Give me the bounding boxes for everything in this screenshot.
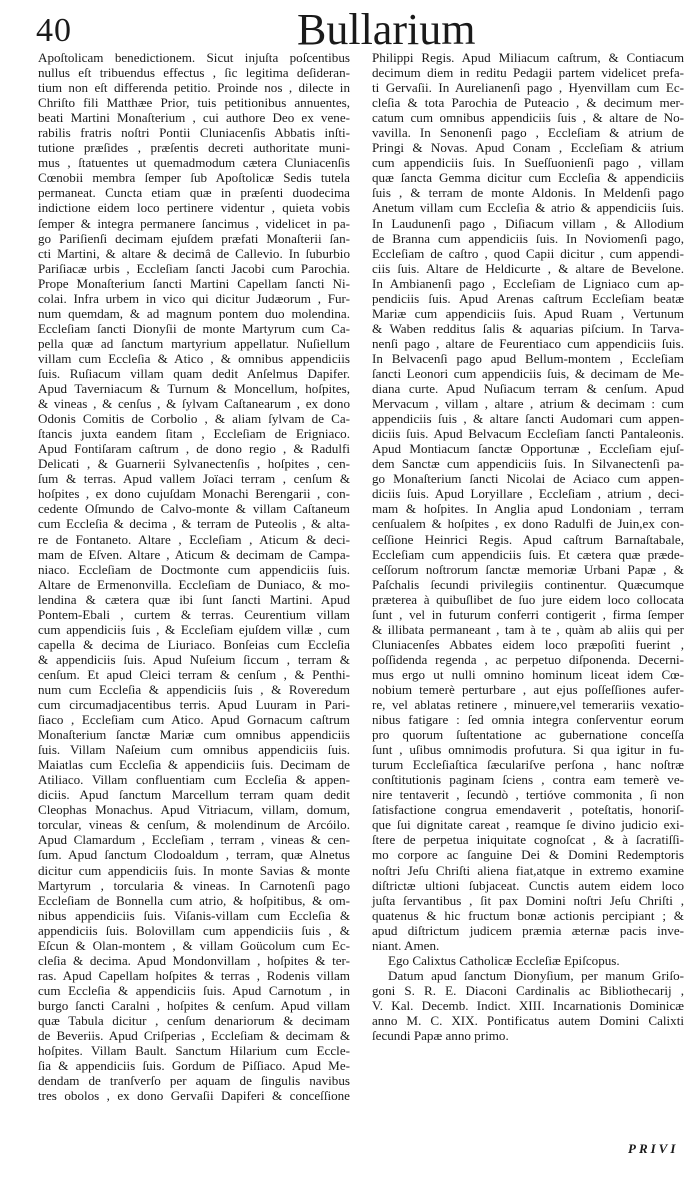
text-line: num cum Eccleſia & appendiciis ſuis , & Roveredum [38,681,350,697]
text-line: Apud Montiacum ſanctæ Opportunæ , Eccleſiam ejuſ- [372,441,684,457]
text-line: quatenus & hic fructum bonæ actionis percipiant ; & [372,907,684,923]
text-line: de Branna cum appendiciis ſuis. In Noviomenſi pago, [372,230,684,246]
dating-line: Datum apud ſanctum Dionyſium, per manum Griſo- [388,967,684,983]
text-line: Cœnobii membra ſemper ſub Apoſtolicæ Sedis tutela [38,170,350,186]
text-line: ceſſione Heinrici Regis. Apud caſtrum Barnaſtabale, [372,531,684,547]
text-line: diſtrictæ ultioni ſubjaceat. Cunctis autem eidem loco [372,877,684,893]
dating-line: goni S. R. E. Diaconi Cardinalis ac Bibliothecarij , [372,982,684,998]
text-line: quæ Tabula dicitur , cenſum denariorum & decimam [38,1013,350,1028]
text-line: Pariſiacæ urbis , Eccleſiam ſancti Jacobi cum Parochia. [38,260,350,276]
text-line: cum appendiciis ſuis , & Eccleſiam ejuſdem villæ , cum [38,621,350,637]
text-line: mus , ſtatuentes ut quemadmodum cætera Cluniacenſis [38,155,350,171]
text-line: re, vel ablatas retinere , minuere,vel temerariis vexatio- [372,697,684,713]
text-line: Apud Clamardum , Eccleſiam , terram , vineas & cen- [38,832,350,848]
text-line: Apud Fontiſaram caſtrum , de dono regio , & Radulfi [38,441,350,457]
text-line: permaneat. Cuncta etiam quæ in præſenti duodecima [38,185,350,201]
text-line: catum cum omnibus appendiciis ſuis , & altare de No- [372,110,684,126]
text-line: ſancti Leonori cum appendiciis ſuis, & decimam de Me- [372,365,684,381]
text-line: mam de Eſven. Altare , Aticum & decimam de Campa- [38,546,350,562]
text-line: diciis ſuis. Apud Loryillare , Eccleſiam , atrium , deci- [372,486,684,502]
text-line: Prope Monaſterium ſancti Martini Capellam ſancti Ni- [38,275,350,291]
text-line: nullus eſt tribuendus effectus , ſic legitima deſideran- [38,65,350,81]
text-line: cleſia & tota Parochia de Puteacio , & decimum mer- [372,95,684,111]
text-line: In Laudunenſi pago , Diſiacum villam , & Allodium [372,215,684,231]
text-line: ciis ſuis. Altare de Heldicurte , & altare de Bevelone. [372,260,684,276]
text-line: ceſſorum noſtrorum ſanctæ memoriæ Urbani Papæ , & [372,561,684,577]
text-line: go Monaſterium ſancti Nicolai de Aciaco cum appen- [372,471,684,487]
text-line: num quemdam, & ad magnum pontem duo molendina. [38,305,350,321]
text-line: Maiatlas cum Eccleſia & appendiciis ſuis. Decimam de [38,757,350,773]
text-line: ſemper & integra permanere ſancimus , videlicet in pa- [38,215,350,231]
text-line: ſuis. Villam Naſeium cum omnibus appendiciis ſuis. [38,742,350,758]
running-title: Bullarium [297,5,476,54]
text-line: capella & decima de Liuriaco. Bonſeias cum Eccleſia [38,636,350,652]
text-line: Delicati , & Guarnerii Sylvanectenſis , hoſpites , cen- [38,456,350,472]
text-line: Monaſterium ſanctæ Mariæ cum omnibus appendiciis [38,727,350,743]
text-line: diana curte. Apud Nuſiacum terram & cenſum. Apud [372,381,684,397]
text-line: Mariæ cum appendiciis ſuis. Apud Ruam , Vertunum [372,305,684,321]
text-line: ſum. Apud ſanctum Clodoaldum , terram, quæ Alnetus [38,847,350,863]
text-line: ti Gervaſii. In Aurelianenſi pago , Hyenvillam cum Ec- [372,80,684,96]
text-line: cenſum. Et apud Cleici terram & cenſum , & Penthi- [38,666,350,682]
text-line: In Belvacenſi pago apud Bellum-montem , Eccleſiam [372,350,684,366]
text-line: Anetum villam cum Eccleſia & atrio & appendiciis ſuis. [372,200,684,216]
text-line: nobium temerè perturbare , aut ejus poſſeſſiones aufer- [372,681,684,697]
left-column [38,50,350,1103]
text-line: vavilla. In Senonenſi pago , Eccleſiam & atrium de [372,125,684,141]
text-line: ſtere de perpetua iniquitate cognoſcat , & à ſacratiſſi- [372,832,684,848]
text-line: mus ergo ut nulli omnino hominum liceat idem Cœ- [372,666,684,682]
text-line: cedente Oſmundo de Calvo-monte & villam Caſtaneum [38,501,350,517]
text-line: Eſcun & Olan-montem , & villam Goücolum cum Ec- [38,937,350,953]
text-line: Pringi & Novas. Apud Conam , Eccleſiam & atrium [372,140,684,156]
text-line: hoſpites. Villam Bault. Sanctum Hilarium cum Eccle- [38,1043,350,1059]
text-line: diciis ſuis. Apud Belvacum Eccleſiam ſancti Pantaleonis. [372,426,684,442]
text-line: dendam de tranſverſo per aquam de ſingulis navibus [38,1073,350,1089]
signature-line: Ego Calixtus Catholicæ Eccleſiæ Epiſcopus. [388,952,620,968]
text-line: & appendiciis ſuis. Apud Nuſeium ſiccum , terram & [38,651,350,667]
text-line: appendiciis ſuis. Bolovillam cum appendiciis ſuis , & [38,922,350,938]
dating-line: anno M. C. XIX. Pontificatus autem Domini Calixti [372,1013,684,1028]
text-line: beati Martini Monaſterium , cui authore Deo ex vene- [38,110,350,126]
catchword: PRIVI [628,1141,679,1156]
text-line: diciis. Apud ſanctum Marcellum terram quam dedit [38,787,350,803]
text-line: noſtri Jeſu Chriſti aliena fiat,atque in extremo examine [372,862,684,878]
text-line: Pontem-Ebali , curtem & terras. Ceurentium villam [38,606,350,622]
text-line: tutione præſides , præſentis decreti authoritate muni- [38,140,350,156]
text-line: ſunt , vel in futurum conferri contigerit , firma ſemper [372,606,684,622]
text-line: Odonis Comitis de Corbolio , & aliam ſylvam de Ca- [38,411,350,427]
text-line: indictione eidem loco pertinere videntur , quieta vobis [38,200,350,216]
dating-line: ſecundi Papæ anno primo. [372,1028,509,1044]
text-line: Eccleſiam de caſtro , quod Capii dicitur , cum appendi- [372,245,684,261]
text-line: pendiciis ſuis. Apud Arenas caſtrum Eccleſiam beatæ [372,290,684,306]
text-line: quæ ſancta Gemma dicitur cum Eccleſia & appendiciis [372,170,684,186]
text-line: re de Fontaneto. Altare , Eccleſiam , Aticum & deci- [38,531,350,547]
right-column [372,50,684,1043]
text-line: niant. Amen. [372,937,440,953]
text-line: ſtancis juxta eandem ſitam , Eccleſiam de Erigniaco. [38,426,350,442]
dating-line: V. Kal. Decemb. Indict. XIII. Incarnationis Dominicæ [372,997,684,1013]
text-line: conſtitutionis paginam ſciens , contra eam temerè ve- [372,772,684,788]
text-line: Cleophas Monachus. Apud Vitriacum, villam, domum, [38,802,350,818]
text-line: ſuis , & terram de monte Aldonis. In Meldenſi pago [372,185,684,201]
text-line: mam & hoſpites. In Anglia apud Londoniam , terram [372,501,684,517]
text-line: cti Martini, & altare & decimâ de Callevio. In ſuburbio [38,245,350,261]
text-line: Apoſtolicam benedictionem. Sicut injuſta poſcentibus [38,50,350,65]
text-line: decimum diem in reditu Pedagii partem videlicet prefa- [372,65,684,81]
text-line: ſatisfactione congrua emendaverit , poteſtatis, honoriſ- [372,802,684,818]
text-line: juſta ſervantibus , ſit pax Domini noſtri Jeſu Chriſti , [372,892,684,908]
text-line: cleſia & decima. Apud Mondonvillam , hoſpites & ter- [38,952,350,968]
text-line: dem Sanctæ cum appendiciis ſuis. In Silvanectenſi pa- [372,456,684,472]
text-line: pella quæ ad ſanctum martyrium appellatur. Nuſiellum [38,335,350,351]
text-line: Mervacum , villam , altare , atrium & decimam : cum [372,396,684,412]
text-line: cum Eccleſia & appendiciis ſuis. Apud Carnotum , in [38,982,350,998]
text-line: & Waben redditus ſalis & aquarias piſcium. In Tarva- [372,320,684,336]
text-line: appendiciis ſuis , & altare ſancti Audomari cum appen- [372,411,684,427]
text-line: & vineas , & cenſus , & ſylvam Caſtanearum , ex dono [38,396,350,412]
text-line: In Ambianenſi pago , Eccleſiam de Ligniaco cum ap- [372,275,684,291]
text-line: apud diſtrictum judicem præmia æternæ pacis inve- [372,922,684,938]
text-line: ſunt , uſibus omnimodis profutura. Si qua igitur in fu- [372,742,684,758]
text-line: Chriſto fili Matthæe Prior, tuis petitionibus annuentes, [38,95,350,111]
text-line: nibus appendiciis ſuis. Viſanis-villam cum Eccleſia & [38,907,350,923]
text-line: Paſchalis ſecundi privilegiis continentur. Quæcumque [372,576,684,592]
text-line: Cluniacenſes Abbates eidem loco præpoſiti fuerint , [372,636,684,652]
text-line: cenſualem & hoſpites , ex dono Radulfi de Juin,ex con- [372,516,684,532]
text-line: ſia & appendiciis ſuis. Gordum de Piſſiaco. Apud Me- [38,1058,350,1074]
text-line: ſuis. Ruſiacum villam quam dedit Anſelmus Dapifer. [38,365,350,381]
text-line: Eccleſiam ſancti Dionyſii de monte Martyrum cum Ca- [38,320,350,336]
text-line: & illibata permaneant , tam à te , quàm ab aliis qui per [372,621,684,637]
text-line: rabilis fratris noſtri Pontii Cluniacenſis Abbatis inſti- [38,125,350,141]
text-line: Atiliaco. Villam confluentiam cum Eccleſia & appen- [38,772,350,788]
text-line: burgo ſancti Caralni , hoſpites & cenſum. Apud villam [38,997,350,1013]
text-line: Altare de Ermenonvilla. Eccleſiam de Duniaco, & mo- [38,576,350,592]
text-line: Eccleſiam cum appendiciis ſuis. Et cætera quæ præde- [372,546,684,562]
text-line: ras. Apud Capellam hoſpites & terras , Rodenis villam [38,967,350,983]
text-line: villam cum Eccleſia & Atico , & omnibus appendiciis [38,350,350,366]
text-line: cum circumadjacentibus terris. Apud Luuram in Pari- [38,697,350,713]
text-line: tium non eſt differenda petitio. Proinde nos , dilecte in [38,80,350,96]
text-line: nibus fatigare : ſed omnia integra conſerventur eorum [372,712,684,728]
page-number: 40 [36,12,72,49]
text-line: colai. Infra urbem in vico qui dicitur Judæorum , Fur- [38,290,350,306]
text-line: Apud Taverniacum & Turnum & Moncellum, hoſpites, [38,381,350,397]
text-line: pro quorum ſuſtentatione ac gubernatione conceſſa [372,727,684,743]
text-line: Philippi Regis. Apud Miliacum caſtrum, & Contiacum [372,50,684,65]
text-line: cum appendiciis ſuis. In Sueſſuonienſi pago , villam [372,155,684,171]
text-line: go Pariſienſi decimam ejuſdem præfati Monaſterii ſan- [38,230,350,246]
text-line: præterea à quibuſlibet de ſuo jure eidem loco collocata [372,591,684,607]
text-line: ſum & terras. Apud vallem Joïaci terram , cenſum & [38,471,350,487]
text-line: nire tentaverit , ſecundò , tertióve commonita , ſi non [372,787,684,803]
text-line: dicitur cum appendiciis ſuis. In monte Savias & monte [38,862,350,878]
text-line: de Beveriis. Apud Criſperias , Eccleſiam & decimam & [38,1028,350,1044]
text-line: turum Eccleſiaſtica ſæculariſve perſona , hanc noſtræ [372,757,684,773]
text-line: mo corpore ac ſanguine Dei & Domini Redemptoris [372,847,684,863]
text-line: Martyrum , torcularia & vineas. In Carnotenſi pago [38,877,350,893]
text-line: nenſi pago , altare de Feurentiaco cum appendiciis ſuis. [372,335,684,351]
text-line: ſiaco , Eccleſiam cum Atico. Apud Gornacum caſtrum [38,712,350,728]
text-line: niaco. Eccleſiam de Doctmonte cum appendiciis ſuis. [38,561,350,577]
text-line: Eccleſiam de Bonnella cum atrio, & hoſpitibus, & om- [38,892,350,908]
text-line: hoſpites , ex dono cujuſdam Monachi Berengarii , con- [38,486,350,502]
text-line: tres obolos , ex dono Gervaſii Dapiferi & conceſſione [38,1088,350,1104]
text-line: poſſidenda regenda , ac perpetuo diſponenda. Decerni- [372,651,684,667]
text-line: torcular, vineas & cenſum, & molendinum de Arcóilo. [38,817,350,833]
text-line: lendina & cætera quæ ibi ſunt ſancti Martini. Apud [38,591,350,607]
text-line: cum Eccleſia & decima , & terram de Puteolis , & alta- [38,516,350,532]
text-line: que ſui dignitate careat , reamque ſe divino judicio exi- [372,817,684,833]
